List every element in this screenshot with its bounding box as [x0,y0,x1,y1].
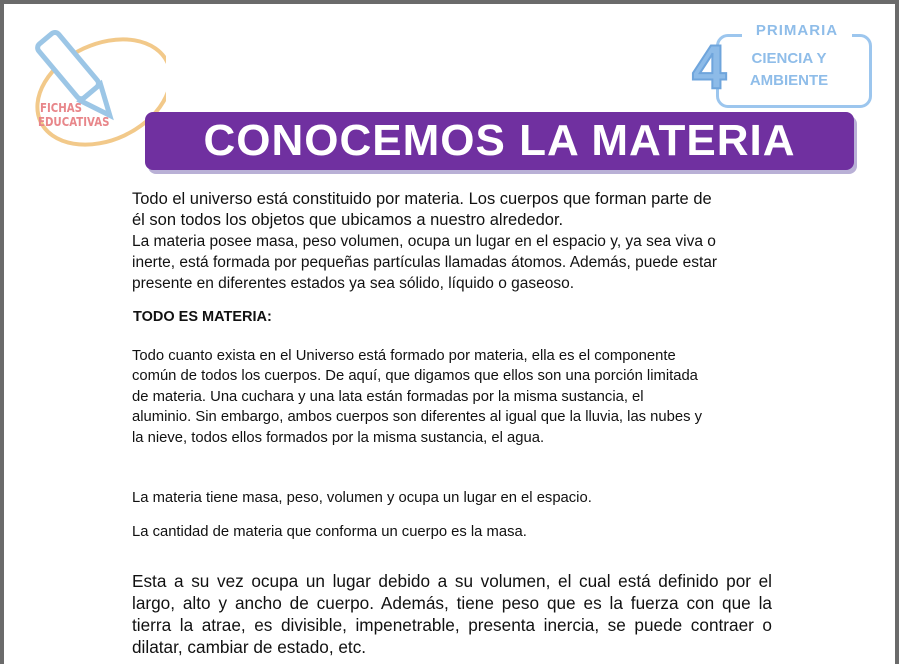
paragraph2-line: presente en diferentes estados ya sea sólido, líquido o gaseoso. [132,275,575,292]
paragraph2-line: La materia posee masa, peso volumen, ocupa un lugar en el espacio y, ya sea viva o [132,233,716,250]
section-heading: TODO ES MATERIA: [133,309,272,325]
paragraph3-line: aluminio. Sin embargo, ambos cuerpos son diferentes al igual que la lluvia, las nubes y [132,409,703,425]
badge-level: PRIMARIA [742,22,852,39]
badge-subject-line2: AMBIENTE [749,72,829,89]
logo-text-line2: EDUCATIVAS [38,115,110,129]
paragraph3-line: de materia. Una cuchara y una lata están formadas por la misma sustancia, el [132,389,644,405]
sentence-2: La cantidad de materia que conforma un cuerpo es la masa. [132,524,527,540]
logo-text-line1: FICHAS [40,101,83,115]
paragraph3-line: Todo cuanto exista en el Universo está formado por materia, ella es el componente [132,348,676,364]
paragraph1-line: él son todos los objetos que ubicamos a nuestro alrededor. [132,211,564,229]
badge-frame [716,34,872,108]
paragraph3-line: la nieve, todos ellos formados por la misma sustancia, el agua. [132,430,545,446]
paragraph4-line: largo, alto y ancho de cuerpo. Además, tiene peso que es la fuerza con que la [132,593,772,613]
badge-grade: 4 [692,33,727,102]
paragraph3-line: común de todos los cuerpos. De aquí, que digamos que ellos son una porción limitada [132,368,698,384]
title-banner [145,112,854,170]
badge-subject-line1: CIENCIA Y [751,50,827,67]
page-title: CONOCEMOS LA MATERIA [203,116,796,165]
sentence-1: La materia tiene masa, peso, volumen y ocupa un lugar en el espacio. [132,490,592,506]
pencil-icon [16,22,166,152]
paragraph1-line: Todo el universo está constituido por materia. Los cuerpos que forman parte de [132,190,712,208]
paragraph4-line: Esta a su vez ocupa un lugar debido a su volumen, el cual está definido por el [132,571,772,591]
worksheet-page [4,4,895,664]
paragraph4-line: dilatar, cambiar de estado, etc. [132,637,367,657]
paragraph2-line: inerte, está formada por pequeñas partículas llamadas átomos. Además, puede estar [132,254,718,271]
paragraph4-line: tierra la atrae, es divisible, impenetrable, presenta inercia, se puede contraer o [132,615,772,635]
